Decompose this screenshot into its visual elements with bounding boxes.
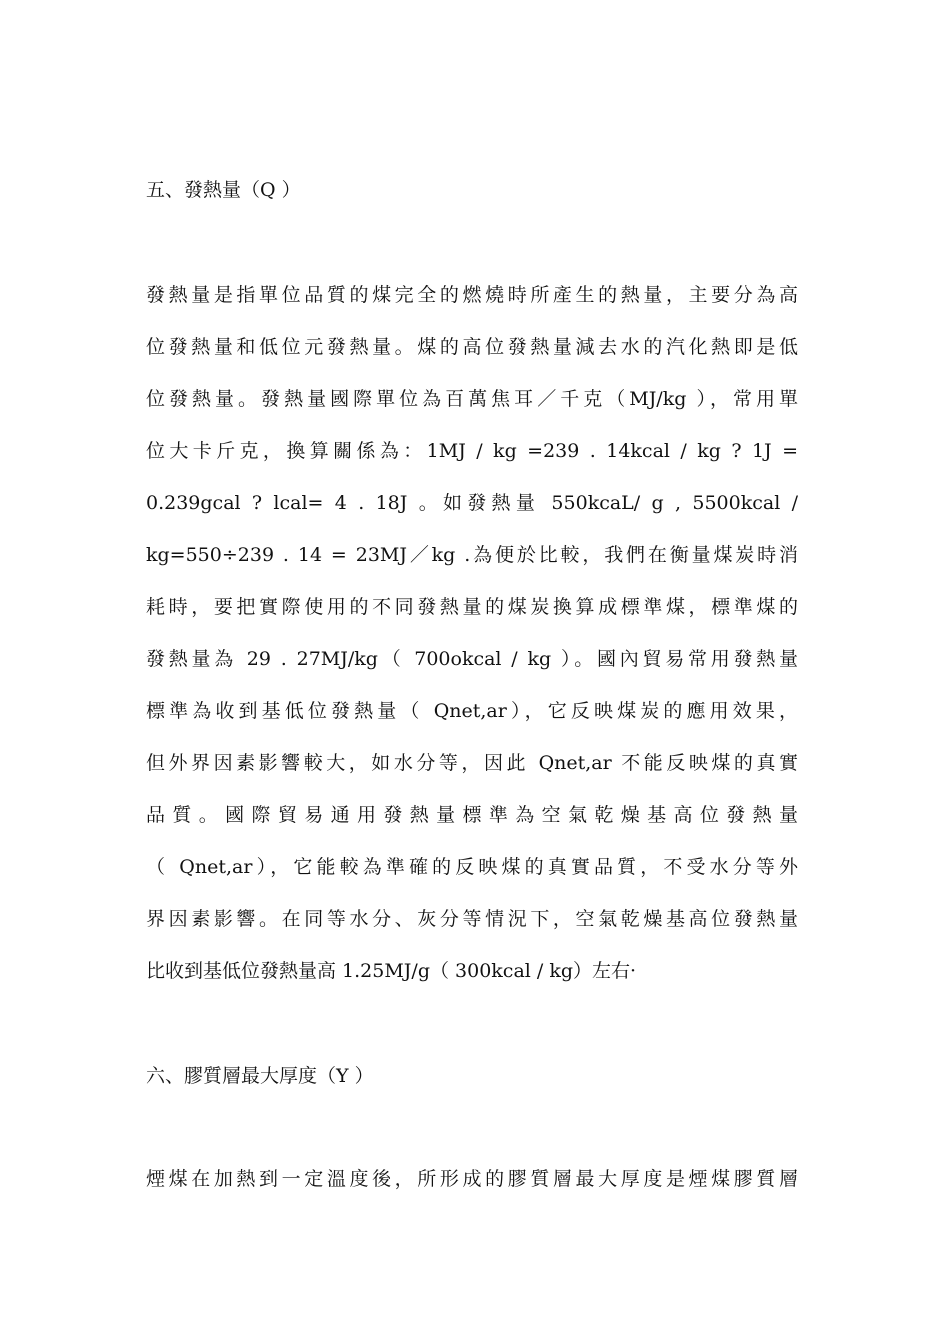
- paragraph-line: 位發熱量和低位元發熱量。煤的高位發熱量減去水的汽化熱即是低: [146, 336, 798, 358]
- paragraph-line: 位大卡斤克，換算關係為：1MJ / kg =239 . 14kcal / kg ? 1J =: [146, 440, 798, 462]
- paragraph-line: 位發熱量。發熱量國際單位為百萬焦耳／千克（MJ/kg ），常用單: [146, 388, 798, 410]
- paragraph-line: 但外界因素影響較大，如水分等，因此 Qnet,ar 不能反映煤的真實: [146, 752, 798, 774]
- paragraph-line: 品質。國際貿易通用發熱量標準為空氣乾燥基高位發熱量: [146, 804, 798, 826]
- section-5-heading: 五、發熱量（Q ）: [146, 179, 301, 201]
- section-6-heading: 六、膠質層最大厚度（Y ）: [146, 1065, 374, 1087]
- paragraph-line: 比收到基低位發熱量高 1.25MJ/g（ 300kcal / kg）左右·: [146, 960, 637, 982]
- paragraph-line: 界因素影響。在同等水分、灰分等情況下，空氣乾燥基高位發熱量: [146, 908, 798, 930]
- paragraph-line: 標準為收到基低位發熱量（ Qnet,ar），它反映煤炭的應用效果，: [146, 700, 798, 722]
- paragraph-line: 煙煤在加熱到一定溫度後，所形成的膠質層最大厚度是煙煤膠質層: [146, 1168, 798, 1190]
- paragraph-line: kg=550÷239 . 14 = 23MJ／kg .為便於比較，我們在衡量煤炭時消: [146, 544, 798, 566]
- paragraph-line: 發熱量為 29 . 27MJ/kg（ 700okcal / kg ）。國內貿易常用發熱量: [146, 648, 798, 670]
- paragraph-line: （ Qnet,ar），它能較為準確的反映煤的真實品質，不受水分等外: [146, 856, 798, 878]
- paragraph-line: 發熱量是指單位品質的煤完全的燃燒時所產生的熱量，主要分為高: [146, 284, 798, 306]
- paragraph-line: 耗時，要把實際使用的不同發熱量的煤炭換算成標準煤，標準煤的: [146, 596, 798, 618]
- paragraph-line: 0.239gcal ? lcal= 4 . 18J 。如發熱量 550kcaL/ g , 5500kcal /: [146, 492, 798, 514]
